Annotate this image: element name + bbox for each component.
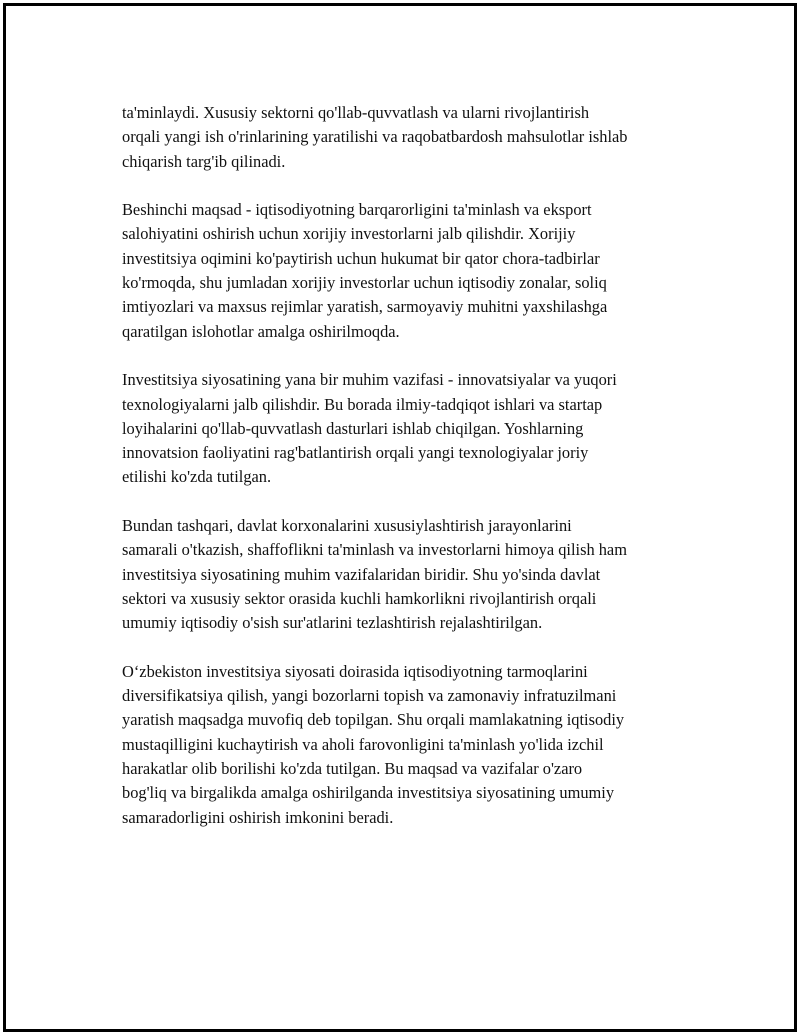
paragraph-line: ko'rmoqda, shu jumladan xorijiy investorlar uchun iqtisodiy zonalar, soliq — [122, 273, 607, 293]
paragraph-line: Investitsiya siyosatining yana bir muhim vazifasi - innovatsiyalar va yuqori — [122, 370, 617, 390]
paragraph-line: umumiy iqtisodiy o'sish sur'atlarini tezlashtirish rejalashtirilgan. — [122, 613, 543, 633]
paragraph-line: O‘zbekiston investitsiya siyosati doirasida iqtisodiyotning tarmoqlarini — [122, 661, 588, 681]
paragraph-line: salohiyatini oshirish uchun xorijiy investorlarni jalb qilishdir. Xorijiy — [122, 224, 576, 244]
paragraph-line: texnologiyalarni jalb qilishdir. Bu borada ilmiy-tadqiqot ishlari va startap — [122, 394, 603, 414]
paragraph-line: mustaqilligini kuchaytirish va aholi farovonligini ta'minlash yo'lida izchil — [122, 734, 604, 754]
paragraph-line: investitsiya siyosatining muhim vazifalaridan biridir. Shu yo'sinda davlat — [122, 564, 601, 584]
paragraph-1 — [122, 101, 702, 174]
paragraph-line: qaratilgan islohotlar amalga oshirilmoqda. — [122, 321, 400, 341]
document-page — [3, 3, 797, 1032]
paragraph-5 — [122, 660, 702, 830]
paragraph-line: orqali yangi ish o'rinlarining yaratilishi va raqobatbardosh mahsulotlar ishlab — [122, 127, 628, 147]
paragraph-line: ta'minlaydi. Xususiy sektorni qo'llab-quvvatlash va ularni rivojlantirish — [122, 103, 590, 122]
paragraph-line: samarali o'tkazish, shaffoflikni ta'minlash va investorlarni himoya qilish ham — [122, 540, 627, 560]
paragraph-line: diversifikatsiya qilish, yangi bozorlarni topish va zamonaviy infratuzilmani — [122, 686, 617, 706]
paragraph-line: investitsiya oqimini ko'paytirish uchun hukumat bir qator chora-tadbirlar — [122, 248, 600, 268]
paragraph-line: etilishi ko'zda tutilgan. — [122, 467, 272, 487]
paragraph-line: harakatlar olib borilishi ko'zda tutilgan. Bu maqsad va vazifalar o'zaro — [122, 759, 583, 779]
paragraph-line: chiqarish targ'ib qilinadi. — [122, 151, 286, 171]
document-body — [122, 101, 702, 854]
paragraph-4 — [122, 514, 702, 635]
paragraph-line: imtiyozlari va maxsus rejimlar yaratish, sarmoyaviy muhitni yaxshilashga — [122, 297, 608, 317]
paragraph-line: loyihalarini qo'llab-quvvatlash dasturlari ishlab chiqilgan. Yoshlarning — [122, 418, 584, 438]
paragraph-2 — [122, 198, 702, 344]
paragraph-line: Beshinchi maqsad - iqtisodiyotning barqarorligini ta'minlash va eksport — [122, 200, 592, 220]
paragraph-line: sektori va xususiy sektor orasida kuchli hamkorlikni rivojlantirish orqali — [122, 588, 597, 608]
paragraph-line: bog'liq va birgalikda amalga oshirilganda investitsiya siyosatining umumiy — [122, 783, 615, 803]
paragraph-line: innovatsion faoliyatini rag'batlantirish orqali yangi texnologiyalar joriy — [122, 443, 589, 463]
paragraph-3 — [122, 368, 702, 489]
paragraph-line: yaratish maqsadga muvofiq deb topilgan. Shu orqali mamlakatning iqtisodiy — [122, 710, 625, 730]
paragraph-line: Bundan tashqari, davlat korxonalarini xususiylashtirish jarayonlarini — [122, 516, 572, 536]
paragraph-line: samaradorligini oshirish imkonini beradi. — [122, 807, 394, 827]
